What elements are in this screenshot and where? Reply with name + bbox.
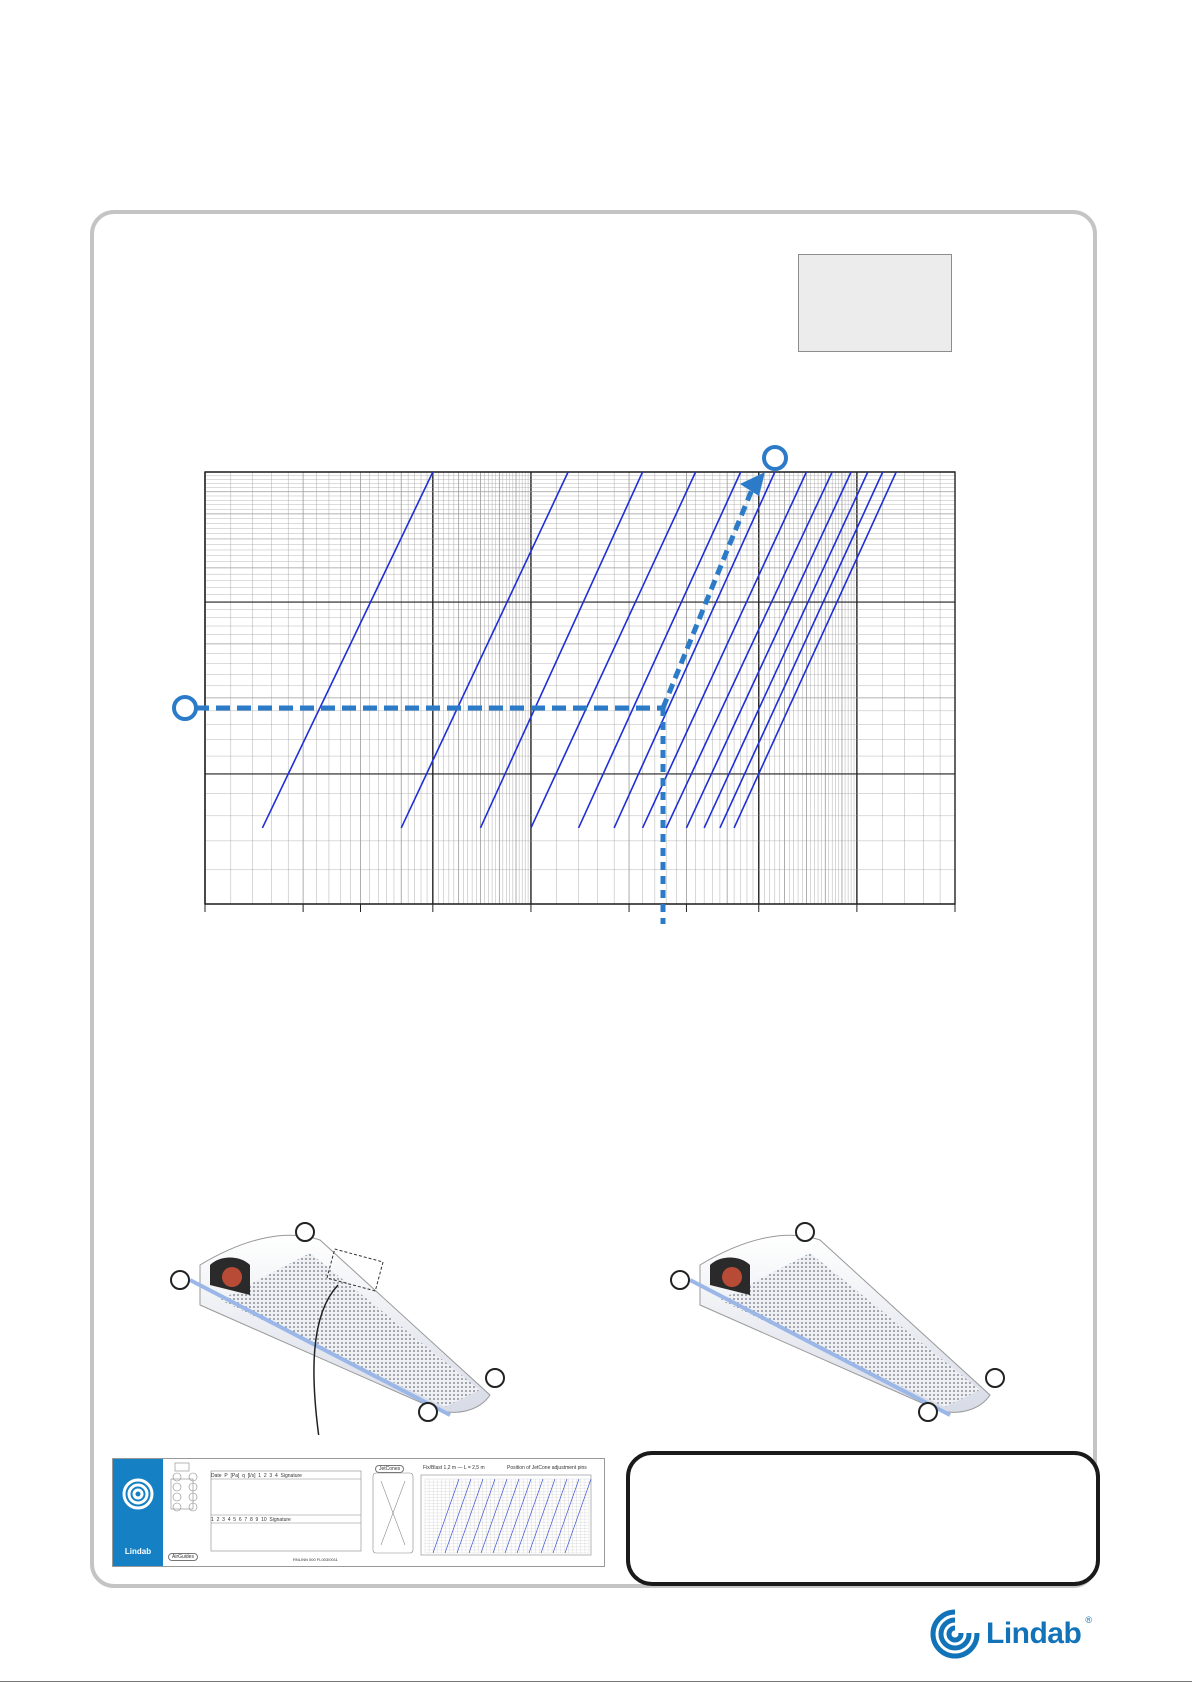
label-table-col: [Pa]	[230, 1473, 240, 1479]
label-table-col: 2	[263, 1473, 267, 1479]
label-table-col: 1	[211, 1517, 214, 1523]
label-chart-title: Fix/Blast 1,2 m — L = 2,5 m	[423, 1465, 485, 1471]
label-table-col: 10	[261, 1517, 267, 1523]
callout-circle	[485, 1368, 505, 1388]
callout-circle	[795, 1222, 815, 1242]
placeholder-box	[798, 254, 952, 352]
label-table-col: 5	[233, 1517, 237, 1523]
brand-name: Lindab	[986, 1617, 1082, 1650]
product-illustration-left	[160, 1225, 540, 1435]
label-logo-block	[113, 1459, 163, 1566]
label-table-header-text	[211, 1473, 302, 1479]
label-table-col: Signature	[269, 1517, 291, 1523]
chart-svg	[175, 472, 975, 952]
label-table-col: 8	[249, 1517, 253, 1523]
callout-circle	[418, 1402, 438, 1422]
label-table-col: 3	[222, 1517, 225, 1523]
product-label-card	[112, 1458, 605, 1567]
callout-circle	[985, 1368, 1005, 1388]
callout-circle	[918, 1402, 938, 1422]
label-table-col: 7	[244, 1517, 248, 1523]
label-footer-note: RNLINN 000 FL003/0011	[293, 1557, 338, 1562]
label-table-col: 2	[216, 1517, 220, 1523]
start-circle-marker	[174, 697, 196, 719]
label-table-col: Date	[211, 1473, 222, 1479]
chart-grid	[205, 472, 955, 912]
label-brand-text: Lindab	[124, 1547, 152, 1556]
label-table-header-text-2	[211, 1517, 291, 1523]
label-table-col: P	[224, 1473, 228, 1479]
label-table-col: 1	[258, 1473, 262, 1479]
page-bottom-rule	[0, 1681, 1192, 1682]
label-table-col: 6	[238, 1517, 242, 1523]
registered-mark: ®	[1085, 1615, 1092, 1625]
empty-callout-box	[626, 1451, 1100, 1586]
label-table-col: q	[242, 1473, 245, 1479]
label-table-col: 4	[227, 1517, 231, 1523]
callout-circle	[295, 1222, 315, 1242]
callout-circle	[170, 1270, 190, 1290]
label-table-col: Signature	[280, 1473, 302, 1479]
jetcones-chip: JetCones	[375, 1465, 404, 1473]
lindab-logo-icon	[928, 1607, 982, 1661]
label-table-col: 3	[269, 1473, 273, 1479]
airguides-chip: AirGuides	[168, 1553, 198, 1561]
lindab-swirl-icon	[113, 1459, 163, 1529]
label-table-col: [l/s]	[247, 1473, 256, 1479]
label-chart-subtitle: Position of JetCone adjustment pins	[507, 1465, 587, 1471]
label-table-col: 9	[255, 1517, 259, 1523]
callout-circle	[670, 1270, 690, 1290]
chart-border	[205, 472, 955, 904]
product-illustration-right	[660, 1225, 1040, 1435]
pressure-flow-chart	[175, 472, 975, 952]
lindab-brand-mark	[928, 1607, 1092, 1661]
end-circle-marker	[764, 447, 786, 469]
label-table-col: 4	[274, 1473, 278, 1479]
